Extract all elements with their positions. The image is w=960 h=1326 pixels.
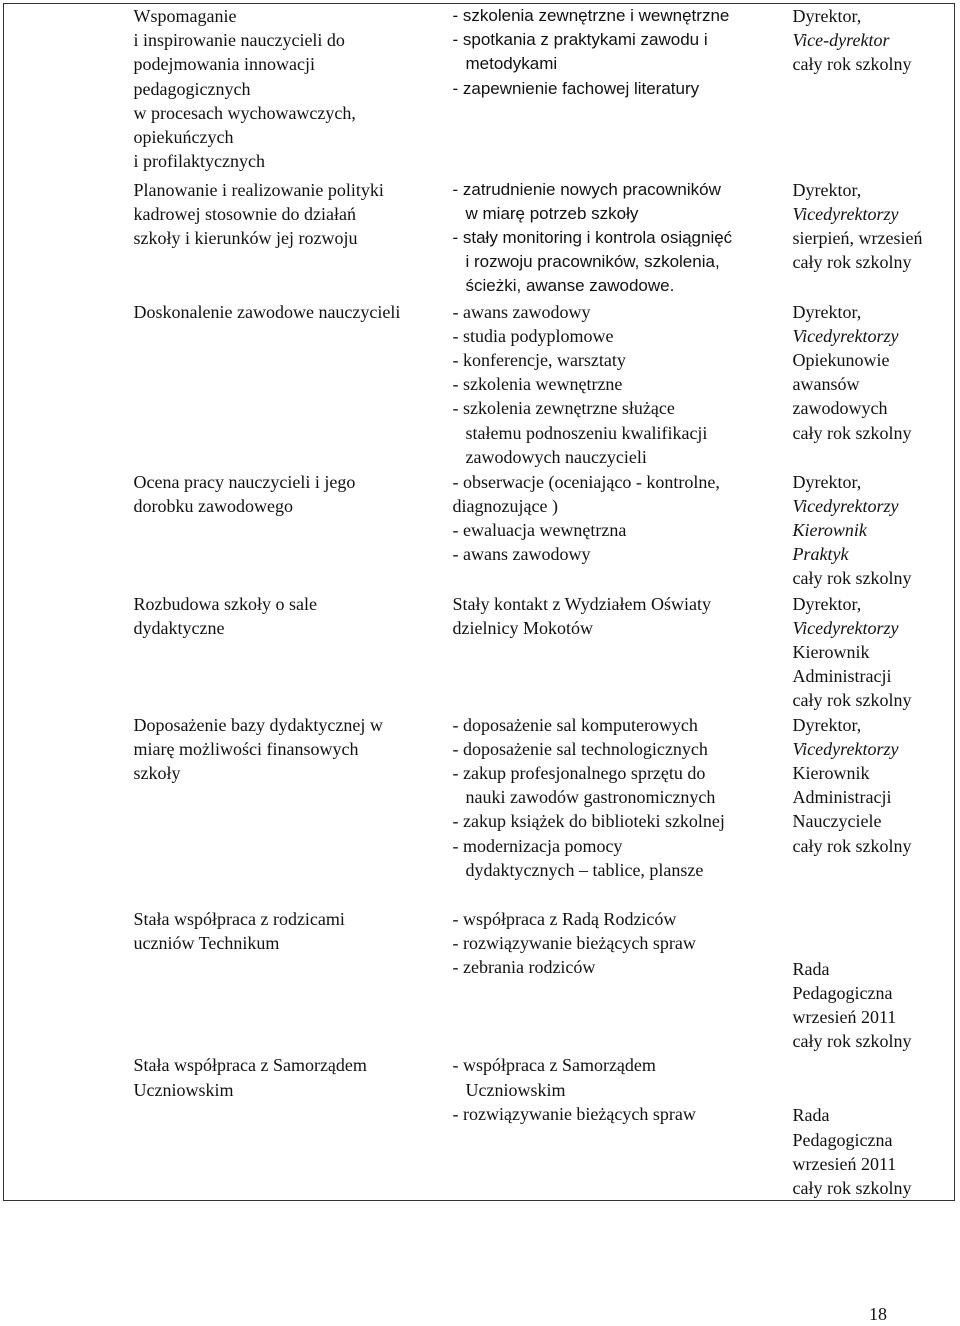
- activity-line: Planowanie i realizowanie polityki: [133, 179, 384, 200]
- responsible-line: Pedagogiczna: [792, 1129, 893, 1150]
- responsible-line: cały rok szkolny: [792, 1031, 912, 1052]
- responsible-line: zawodowych: [792, 398, 888, 419]
- responsible-cell: [793, 470, 955, 592]
- action-line: i rozwoju pracowników, szkolenia,: [465, 252, 720, 272]
- action-line: - doposażenie sal technologicznych: [452, 738, 708, 759]
- responsible-cell: [793, 300, 955, 470]
- activity-cell: [134, 713, 453, 907]
- activity-line: Doskonalenie zawodowe nauczycieli: [133, 301, 401, 322]
- empty-margin-cell: [4, 592, 134, 713]
- activity-line: [134, 713, 440, 737]
- activity-cell: [134, 1053, 453, 1200]
- responsible-line: Dyrektor,: [792, 714, 862, 735]
- activity-cell: [134, 907, 453, 1054]
- table-row: [4, 592, 955, 713]
- responsible-line: cały rok szkolny: [792, 568, 912, 589]
- responsible-line: Dyrektor,: [792, 471, 862, 492]
- activity-line: dorobku zawodowego: [133, 495, 293, 516]
- responsible-line: cały rok szkolny: [792, 252, 912, 273]
- activity-line: szkoły i kierunków jej rozwoju: [133, 227, 358, 248]
- responsible-line: Praktyk: [792, 544, 849, 565]
- responsible-line: Vicedyrektorzy: [792, 495, 899, 516]
- activity-line: szkoły: [133, 762, 181, 783]
- action-line: metodykami: [465, 54, 558, 74]
- responsible-line: Vicedyrektorzy: [792, 325, 899, 346]
- responsible-line: Pedagogiczna: [792, 982, 893, 1003]
- actions-cell: [453, 4, 793, 178]
- action-line: - współpraca z Samorządem: [452, 1055, 656, 1076]
- action-line: - konferencje, warsztaty: [452, 349, 626, 370]
- action-line: stałemu podnoszeniu kwalifikacji: [465, 422, 708, 443]
- action-line: dzielnicy Mokotów: [452, 617, 593, 638]
- action-line: Stały kontakt z Wydziałem Oświaty: [452, 593, 712, 614]
- responsible-line: Dyrektor,: [792, 301, 862, 322]
- responsible-line: Vicedyrektorzy: [792, 738, 899, 759]
- responsible-line: Administracji: [792, 666, 892, 687]
- activity-line: Stała współpraca z rodzicami: [133, 908, 345, 929]
- responsible-line: Dyrektor,: [792, 6, 862, 26]
- empty-margin-cell: [4, 907, 134, 1054]
- actions-cell: [453, 178, 793, 300]
- table-row: [4, 470, 955, 592]
- actions-cell: [453, 592, 793, 713]
- action-line: - awans zawodowy: [452, 544, 591, 565]
- responsible-line: Vicedyrektorzy: [792, 203, 899, 224]
- responsible-cell: [793, 907, 955, 1054]
- table-row: [4, 178, 955, 300]
- responsible-line: wrzesień 2011: [792, 1153, 897, 1174]
- responsible-line: Kierownik: [792, 641, 870, 662]
- empty-margin-cell: [4, 300, 134, 470]
- activity-line: pedagogicznych: [133, 78, 251, 99]
- activity-cell: [134, 592, 453, 713]
- action-line: - zebrania rodziców: [452, 956, 596, 977]
- empty-margin-cell: [4, 713, 134, 907]
- activity-line: kadrowej stosownie do działań: [133, 203, 356, 224]
- actions-cell: [453, 713, 793, 907]
- action-line: - rozwiązywanie bieżących spraw: [452, 932, 696, 953]
- responsible-line: wrzesień 2011: [792, 1006, 897, 1027]
- actions-cell: [453, 300, 793, 470]
- responsible-line: Administracji: [792, 787, 892, 808]
- activity-line: dydaktyczne: [133, 617, 225, 638]
- responsible-cell: [793, 178, 955, 300]
- action-line: nauki zawodów gastronomicznych: [465, 787, 716, 808]
- responsible-line: Kierownik: [792, 762, 870, 783]
- responsible-line: cały rok szkolny: [792, 1177, 912, 1198]
- action-line: - zakup profesjonalnego sprzętu do: [452, 762, 706, 783]
- activity-line-text: Doposażenie bazy dydaktycznej w: [133, 714, 383, 735]
- action-line: - doposażenie sal komputerowych: [452, 714, 698, 735]
- action-line: - zatrudnienie nowych pracowników: [452, 179, 721, 199]
- table-row: [4, 713, 955, 907]
- page-number: 18: [869, 1304, 887, 1324]
- empty-margin-cell: [4, 470, 134, 592]
- action-line: - obserwacje (oceniająco - kontrolne,: [452, 471, 720, 492]
- responsible-line: cały rok szkolny: [792, 422, 912, 443]
- plan-table: [3, 3, 955, 1201]
- responsible-line: Dyrektor,: [792, 593, 862, 614]
- action-line: - szkolenia wewnętrzne: [452, 374, 623, 395]
- responsible-cell: [793, 4, 955, 178]
- responsible-line: Nauczyciele: [792, 811, 882, 832]
- action-line: - awans zawodowy: [452, 301, 591, 322]
- action-line: ścieżki, awanse zawodowe.: [465, 276, 675, 296]
- activity-line: Ocena pracy nauczycieli i jego: [133, 471, 356, 492]
- action-line: - rozwiązywanie bieżących spraw: [452, 1103, 696, 1124]
- table-row: [4, 1053, 955, 1200]
- activity-line: miarę możliwości finansowych: [133, 738, 359, 759]
- action-line: - ewaluacja wewnętrzna: [452, 519, 627, 540]
- responsible-line: awansów: [792, 374, 860, 395]
- empty-margin-cell: [4, 178, 134, 300]
- responsible-line: cały rok szkolny: [792, 54, 912, 75]
- action-line: - zapewnienie fachowej literatury: [452, 78, 700, 98]
- activity-line: Wspomaganie: [133, 6, 237, 26]
- responsible-cell: [793, 1053, 955, 1200]
- activity-line: Uczniowskim: [133, 1079, 234, 1100]
- responsible-line: Opiekunowie: [792, 349, 890, 370]
- activity-cell: [134, 470, 453, 592]
- table-row: [4, 300, 955, 470]
- responsible-line: Rada: [792, 958, 830, 979]
- activity-line: w procesach wychowawczych,: [133, 102, 356, 123]
- responsible-line: sierpień, wrzesień: [792, 227, 923, 248]
- responsible-line: cały rok szkolny: [792, 690, 912, 711]
- responsible-line: Dyrektor,: [792, 179, 862, 200]
- activity-line: podejmowania innowacji: [133, 54, 315, 75]
- actions-cell: [453, 1053, 793, 1200]
- responsible-line: Rada: [792, 1105, 830, 1126]
- action-line: - studia podyplomowe: [452, 325, 614, 346]
- action-line: - szkolenia zewnętrzne służące: [452, 398, 675, 419]
- responsible-line: Vicedyrektorzy: [792, 617, 899, 638]
- activity-line: Rozbudowa szkoły o sale: [133, 593, 317, 614]
- table-row: [4, 907, 955, 1054]
- activity-line: uczniów Technikum: [133, 932, 280, 953]
- activity-cell: [134, 178, 453, 300]
- empty-margin-cell: [4, 1053, 134, 1200]
- responsible-line: Kierownik: [792, 519, 867, 540]
- action-line: - szkolenia zewnętrzne i wewnętrzne: [452, 6, 730, 25]
- activity-line: i profilaktycznych: [133, 151, 265, 172]
- actions-cell: [453, 907, 793, 1054]
- action-line: w miarę potrzeb szkoły: [465, 203, 639, 223]
- action-line: Uczniowskim: [465, 1079, 566, 1100]
- activity-cell: [134, 300, 453, 470]
- activity-line: i inspirowanie nauczycieli do: [133, 30, 345, 51]
- action-line: - stały monitoring i kontrola osiągnięć: [452, 227, 733, 247]
- activity-line: Stała współpraca z Samorządem: [133, 1055, 367, 1076]
- action-line: zawodowych nauczycieli: [465, 446, 647, 467]
- action-line: - zakup książek do biblioteki szkolnej: [452, 811, 725, 832]
- action-line: - spotkania z praktykami zawodu i: [452, 30, 708, 50]
- table-row: [4, 4, 955, 178]
- action-line: - współpraca z Radą Rodziców: [452, 908, 677, 929]
- empty-margin-cell: [4, 4, 134, 178]
- responsible-cell: [793, 592, 955, 713]
- action-line: - modernizacja pomocy: [452, 835, 623, 856]
- responsible-line: Vice-dyrektor: [792, 30, 890, 51]
- activity-line: opiekuńczych: [133, 127, 234, 148]
- responsible-cell: [793, 713, 955, 907]
- action-line: dydaktycznych – tablice, plansze: [465, 859, 704, 880]
- responsible-line: cały rok szkolny: [792, 835, 912, 856]
- activity-cell: [134, 4, 453, 178]
- actions-cell: [453, 470, 793, 592]
- action-line: diagnozujące ): [452, 495, 558, 516]
